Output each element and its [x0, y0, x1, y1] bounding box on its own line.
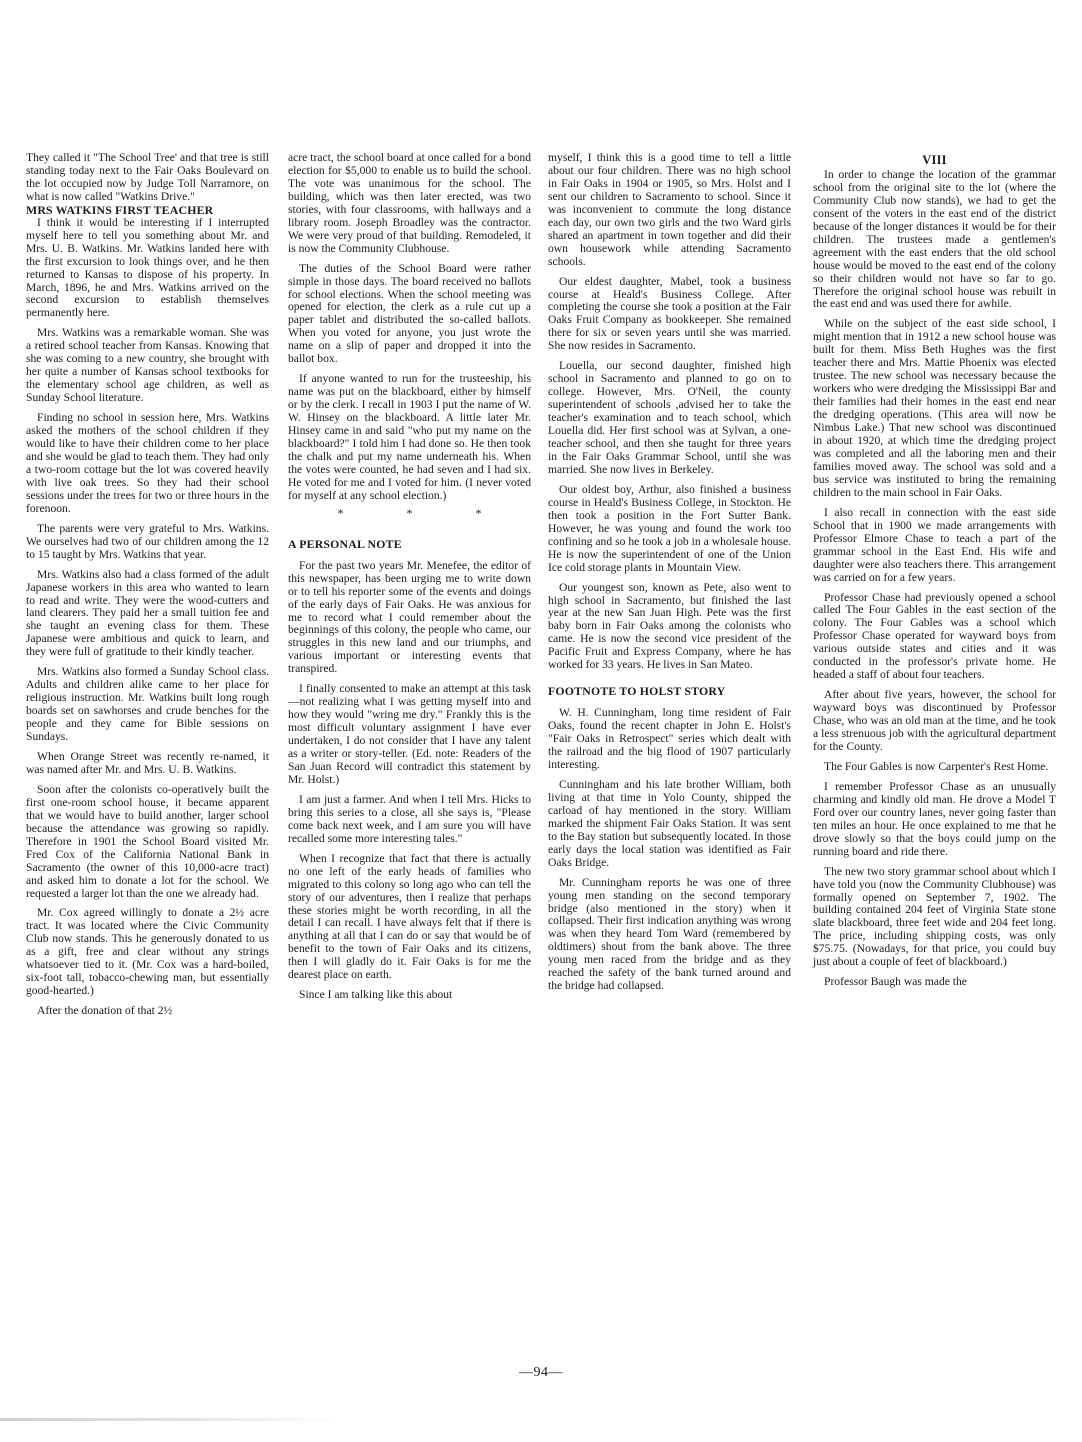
page-number: —94— — [519, 1365, 563, 1380]
paragraph: I remember Professor Chase as an unusually charming and kindly old man. He drove a Model T Ford over our country lanes, never going faster than ten miles an hour. He once explained to me that he drove slowly so that the boys could jump on the running board and ride there. — [813, 779, 1056, 858]
paragraph: After about five years, however, the school for wayward boys was discontinued by Professor Chase, who was an old man at the time, and he took a less strenuous job with the agricultural department for the County. — [813, 688, 1056, 753]
paragraph: I finally consented to make an attempt at this task—not realizing what I was getting myself into and how they would "wring me dry." Frankly this is the most difficult voluntary assignment I have ever undertaken, I do not consider that I have any talent as a writer or story-teller. (Ed. note: Readers of the San Juan Record will contradict this statement by Mr. Holst.) — [288, 682, 531, 786]
paragraph: I am just a farmer. And when I tell Mrs. Hicks to bring this series to a close, all she says is, "Please come back next week, and I am sure you will have recalled some more interesting tales." — [288, 792, 531, 845]
column-2 — [288, 152, 531, 1009]
paragraph: They called it "The School Tree' and that tree is still standing today next to the Fair Oaks Boulevard on the lot occupied now by Judge Toll Narramore, on what is now called "Watkins Drive." — [26, 151, 269, 203]
section-heading: MRS WATKINS FIRST TEACHER — [26, 202, 214, 217]
column-4 — [813, 152, 1056, 996]
paragraph: Mrs. Watkins also had a class formed of the adult Japanese workers in this area who wanted to learn to read and write. They were the wood-cutters and land clearers. They paid her a small tuition fee and she taught an evening class for them. These Japanese were ambitious and quick to learn, and they were full of gratitude to their kindly teacher. — [26, 567, 269, 659]
paragraph: myself, I think this is a good time to tell a little about our four children. There was no high school in Fair Oaks in 1904 or 1905, so Mrs. Holst and I sent our children to Sacramento to school. Since it was inconvenient to commute the long distance each day, our own two girls and the two Ward girls shared an apartment in town together and did their own housework while attending Sacramento schools. — [548, 151, 791, 268]
paragraph: Our youngest son, known as Pete, also went to high school in Sacramento, but finished the last year at the new San Juan High. Pete was the first baby born in Fair Oaks among the colonists who came. He is now the second vice president of the Pacific Fruit and Express Company, where he has worked for 33 years. He lives in San Mateo. — [548, 580, 791, 672]
newspaper-page — [26, 152, 1056, 1342]
section-heading: FOOTNOTE TO HOLST STORY — [548, 684, 726, 699]
paragraph: I also recall in connection with the east side School that in 1900 we made arrangements with Professor Elmore Chase to teach a part of the grammar school in the East End. His wife and daughter were also teachers there. This arrangement was carried on for a few years. — [813, 505, 1056, 584]
paragraph: While on the subject of the east side school, I might mention that in 1912 a new school house was built for them. Miss Beth Hughes was the first teacher there and Mrs. Mattie Phoenix was elected trustee. The new school was necessary because the workers who were dredging the Mississippi Bar and their families had their homes in the east end near the dredging operations. (This area will now be Nimbus Lake.) That new school was discontinued in about 1920, at which time the dredging project was completed and all the laboring men and their families moved away. The school was sold and a bus service was instituted to bring the remaining children to the main school in Fair Oaks. — [813, 317, 1056, 499]
paragraph: When Orange Street was recently re-named, it was named after Mr. and Mrs. U. B. Watkins. — [26, 749, 269, 776]
paragraph: W. H. Cunningham, long time resident of Fair Oaks, found the recent chapter in John E. Holst's "Fair Oaks in Retrospect" series which dealt with the railroad and the big flood of 1907 particularly interesting. — [548, 706, 791, 771]
paragraph: I think it would be interesting if I interrupted myself here to tell you something about Mr. and Mrs. U. B. Watkins. Mr. Watkins landed here with the first excursion to look things over, and he then returned to Kansas to dispose of his property. In March, 1896, he and Mrs. Watkins arrived on the second excursion to establish themselves permanently here. — [26, 215, 269, 320]
paragraph: Mr. Cox agreed willingly to donate a 2½ acre tract. It was located where the Civic Community Club now stands. This he generously donated to us as a gift, free and clear without any strings whatsoever tied to it. (Mr. Cox was a hard-boiled, six-foot tall, tobacco-chewing man, but essentially good-hearted.) — [26, 906, 269, 998]
paragraph: Since I am talking like this about — [299, 988, 453, 1002]
paragraph: After the donation of that 2½ — [37, 1004, 173, 1018]
paragraph: The new two story grammar school about which I have told you (now the Community Clubhouse) was formally opened on September 7, 1902. The building contained 204 feet of Virginia State stone slate blackboard, three feet wide and 204 feet long. The price, including shipping costs, was only $75.75. (Nowadays, for that price, you could buy just about a couple of feet of blackboard.) — [813, 864, 1056, 969]
paragraph: The duties of the School Board were rather simple in those days. The board received no ballots for school elections. When the school meeting was opened for election, the clerk as a rule cut up a paper tablet and distributed the so-called ballots. When you voted for anyone, you just wrote the name on a slip of paper and dropped it into the ballot box. — [288, 261, 531, 366]
section-divider: * * * — [337, 505, 512, 520]
paragraph: Professor Baugh was made the — [824, 975, 967, 989]
paragraph: Mrs. Watkins was a remarkable woman. She was a retired school teacher from Kansas. Knowing that she was coming to a new country, she brought with her quite a number of Kansas school textbooks for the elementary school age children, as well as Sunday School literature. — [26, 326, 269, 405]
paragraph: In order to change the location of the grammar school from the original site to the lot (where the Community Club now stands), we had to get the consent of the voters in the east end of the district because of the longer distances it would be for their children. The trustees made a gentlemen's agreement with the east enders that the old school house would be moved to the east end of the colony so their children would not have so far to go. Therefore the original school house was rebuilt in the east end and was used there for awhile. — [813, 167, 1056, 311]
column-3 — [548, 152, 791, 1000]
column-1 — [26, 152, 269, 1025]
paragraph: When I recognize that fact that there is actually no one left of the early heads of families who migrated to this colony so long ago who can tell the story of our adventures, then I realize that perhaps these stories might be worth recording, in all the detail I can recall. I have always felt that if there is anything at all that I can do or say that would be of benefit to the town of Fair Oaks and its citizens, then I will gladly do it. Fair Oaks is for me the dearest place on earth. — [288, 851, 531, 982]
paragraph: The parents were very grateful to Mrs. Watkins. We ourselves had two of our children among the 12 to 15 taught by Mrs. Watkins that year. — [26, 521, 269, 561]
paragraph: Louella, our second daughter, finished high school in Sacramento and planned to go on to college. However, Mrs. O'Neil, the county superintendent of schools ,advised her to take the teacher's examination and to teach school, which Louella did. Her first school was at Sylvan, a one-teacher school, and then she taught for three years in the Fair Oaks Grammar School, until she was married. She now lives in Berkeley. — [548, 359, 791, 476]
paragraph: Our oldest boy, Arthur, also finished a business course in Heald's Business College, in Stockton. He then took a position in the Fort Sutter Bank. However, he was young and found the work too confining and so he took a job in a wholesale house. He is now the superintendent of one of the Union Ice cold storage plants in Mountain View. — [548, 482, 791, 574]
paragraph: Finding no school in session here, Mrs. Watkins asked the mothers of the school children if they would like to have their children come to her place and she would be glad to teach them. They had only a two-room cottage but the lot was covered heavily with live oak trees. So they had their school sessions under the trees for two or three hours in the forenoon. — [26, 411, 269, 515]
section-heading: A PERSONAL NOTE — [288, 536, 402, 551]
paragraph: If anyone wanted to run for the trusteeship, his name was put on the blackboard, either by himself or by the clerk. I recall in 1903 I put the name of W. W. Hinsey on the blackboard. A little later Mr. Hinsey came in and said "who put my name on the blackboard?" I told him I had done so. He then took the chalk and put my name underneath his. When the votes were counted, he had seven and I had six. He voted for me and I voted for him. (I never voted for myself at any school election.) — [288, 372, 531, 502]
paragraph: Soon after the colonists co-operatively built the first one-room school house, it became apparent that we would have to build another, larger school because the attendance was growing so rapidly. Therefore in 1901 the School Board visited Mr. Fred Cox of the California National Bank in Sacramento (the owner of this 10,000-acre tract) and asked him to donate a lot for the school. We requested a larger lot than the one we already had. — [26, 782, 269, 900]
paragraph: Our eldest daughter, Mabel, took a business course at Heald's Business College. After completing the course she took a position at the Fair Oaks Fruit Company as bookkeeper. She remained there for six or seven years until she was married. She now resides in Sacramento. — [548, 274, 791, 353]
paragraph: For the past two years Mr. Menefee, the editor of this newspaper, has been urging me to write down or to tell his reporter some of the events and doings of the early days of Fair Oaks. He was anxious for me to record what I could remember about the beginnings of this colony, the people who came, our struggles in this new land and our triumphs, and various important or interesting events that transpired. — [288, 558, 531, 676]
paragraph: Cunningham and his late brother William, both living at that time in Yolo County, shipped the carload of hay mentioned in the story. William marked the shipment Fair Oaks Station. It was sent to the Bay station but subsequently located. In those early days the local station was identified as Fair Oaks Bridge. — [548, 777, 791, 869]
paragraph: Professor Chase had previously opened a school called The Four Gables in the east section of the colony. The Four Gables was a school which Professor Chase operated for wayward boys from various outside states and cities and it was conducted in the professor's private home. He headed a staff of about four teachers. — [813, 590, 1056, 682]
chapter-heading: VIII — [922, 153, 947, 167]
paragraph: acre tract, the school board at once called for a bond election for $5,000 to enable us to build the school. The vote was unanimous for the school. The building, which was then later erected, was two stories, with four classrooms, with hallways and a library room. Joseph Broadley was the contractor. We were very proud of that building. Remodeled, it is now the Community Clubhouse. — [288, 151, 531, 255]
paragraph: Mr. Cunningham reports he was one of three young men standing on the second temporary bridge (also mentioned in the story) when it collapsed. Their first indication anything was wrong was when they heard Tom Ward (remembered by oldtimers) shout from the bank above. The three young men raced from the bridge and as they reached the safety of the bank turned around and the bridge had collapsed. — [548, 875, 791, 993]
paragraph: The Four Gables is now Carpenter's Rest Home. — [824, 759, 1049, 773]
scan-artifact — [0, 1418, 340, 1421]
paragraph: Mrs. Watkins also formed a Sunday School class. Adults and children alike came to her place for religious instruction. Mr. Watkins built long rough boards set on sawhorses and crude benches for the people and they came for Bible sessions on Sundays. — [26, 665, 269, 744]
